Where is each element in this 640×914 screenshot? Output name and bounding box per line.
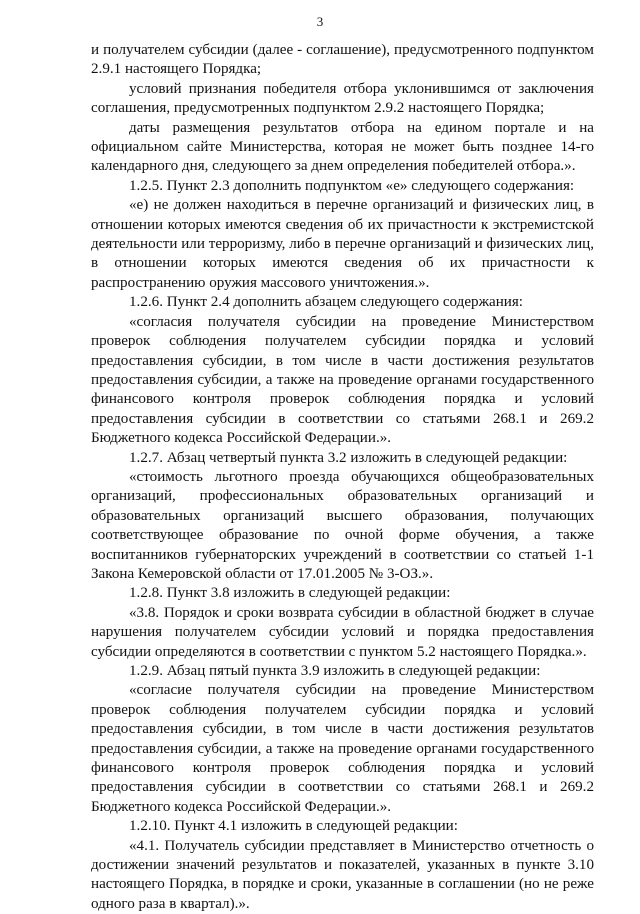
paragraph: «стоимость льготного проезда обучающихся общеобразовательных организаций, профессиональных образовательных организаций и образовательных организаций высшего образования, получающих соответствующее образование по очной форме обучения, а также воспитанников губернаторских учреждений в соответствии со статьей 1-1 Закона Кемеровской области от 17.01.2005 № 3-ОЗ.». xyxy=(91,468,594,582)
paragraph: условий признания победителя отбора уклонившимся от заключения соглашения, предусмотренных подпунктом 2.9.2 настоящего Порядка; xyxy=(91,80,594,117)
paragraph: «е) не должен находиться в перечне организаций и физических лиц, в отношении которых имеются сведения об их причастности к экстремистской деятельности или терроризму, либо в перечне организаций и физических лиц, в отношении которых имеются сведения об их причастности к распространению оружия массового уничтожения.». xyxy=(91,197,594,291)
amendment-heading: 1.2.5. Пункт 2.3 дополнить подпунктом «е» следующего содержания: xyxy=(129,177,575,194)
amendment-heading: 1.2.6. Пункт 2.4 дополнить абзацем следующего содержания: xyxy=(129,294,523,311)
paragraph: «согласие получателя субсидии на проведение Министерством проверок соблюдения получателем субсидии порядка и условий предоставления субсидии, в том числе в части достижения результатов предоставления субсидии, а также на проведение органами государственного финансового контроля проверок соблюдения порядка и условий предоставления субсидии в соответствии со статьями 268.1 и 269.2 Бюджетного кодекса Российской Федерации.». xyxy=(91,682,594,815)
paragraph: «3.8. Порядок и сроки возврата субсидии в областной бюджет в случае нарушения получателем субсидии условий и порядка предоставления субсидии определяются в соответствии с пунктом 5.2 настоящего Порядка.». xyxy=(91,604,594,660)
page-number: 3 xyxy=(316,14,324,29)
paragraph-continuation: и получателем субсидии (далее - соглашение), предусмотренного подпунктом 2.9.1 настоящего Порядка; xyxy=(91,42,594,78)
amendment-heading: 1.2.10. Пункт 4.1 изложить в следующей редакции: xyxy=(129,818,458,835)
document-body xyxy=(91,41,594,914)
amendment-heading: 1.2.7. Абзац четвертый пункта 3.2 изложить в следующей редакции: xyxy=(129,449,568,466)
amendment-heading: 1.2.8. Пункт 3.8 изложить в следующей редакции: xyxy=(129,585,451,602)
paragraph: «согласия получателя субсидии на проведение Министерством проверок соблюдения получателем субсидии порядка и условий предоставления субсидии, в том числе в части достижения результатов предоставления субсидии, а также на проведение органами государственного финансового контроля проверок соблюдения порядка и условий предоставления субсидии в соответствии со статьями 268.1 и 269.2 Бюджетного кодекса Российской Федерации.». xyxy=(91,313,594,447)
paragraph: даты размещения результатов отбора на едином портале и на официальном сайте Министерства, которая не может быть позднее 14-го календарного дня, следующего за днем определения победителей отбора.». xyxy=(91,119,594,175)
paragraph: «4.1. Получатель субсидии представляет в Министерство отчетность о достижении значений результатов и показателей, указанных в пункте 3.10 настоящего Порядка, в порядке и сроки, указанные в соглашении (но не реже одного раза в квартал).». xyxy=(91,837,594,912)
amendment-heading: 1.2.9. Абзац пятый пункта 3.9 изложить в следующей редакции: xyxy=(129,663,541,679)
